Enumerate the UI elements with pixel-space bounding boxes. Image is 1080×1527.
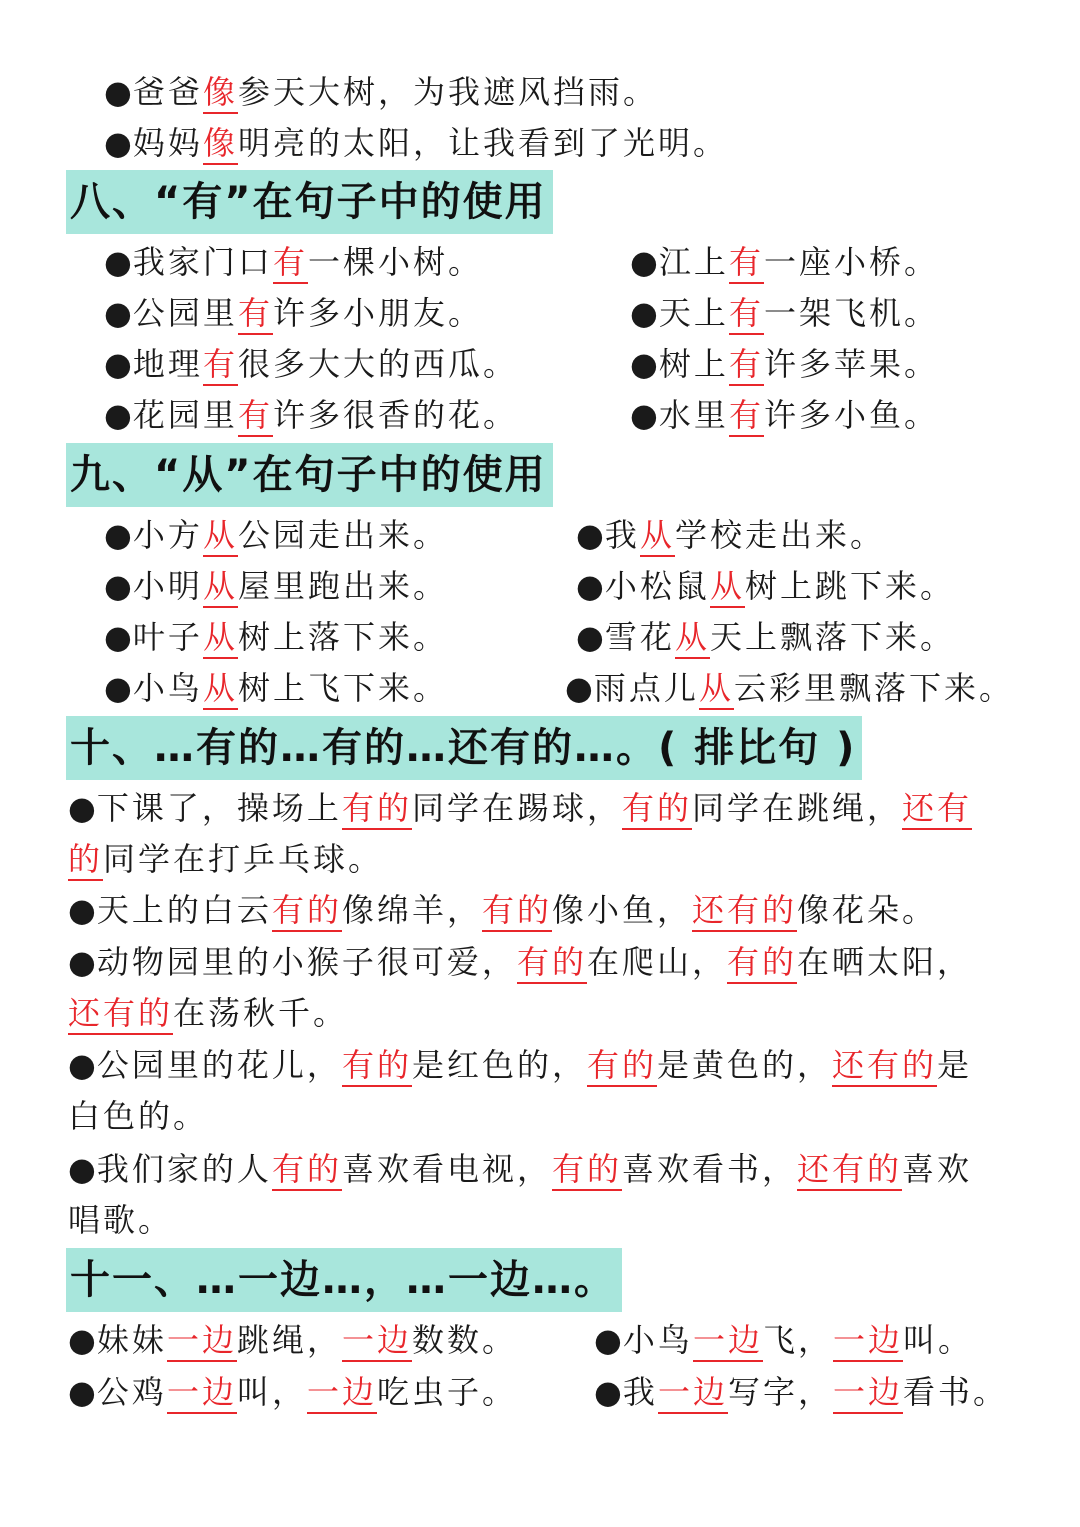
highlight-keyword: 从 — [640, 516, 675, 557]
highlight-keyword: 从 — [710, 567, 745, 608]
bullet-icon: ● — [630, 294, 658, 332]
section-11-heading: 十一、…一边…，…一边…。 — [66, 1248, 622, 1312]
bullet-icon: ● — [576, 567, 604, 605]
sentence-8-left-4: ●花园里有许多很香的花。 — [104, 393, 518, 437]
highlight-keyword: 从 — [203, 669, 238, 710]
sentence-9-right-4: ●雨点儿从云彩里飘落下来。 — [565, 666, 1014, 710]
bullet-icon: ● — [630, 396, 658, 434]
bullet-icon: ● — [104, 516, 132, 554]
sentence-7-1: ●爸爸像参天大树，为我遮风挡雨。 — [104, 70, 658, 114]
highlight-keyword: 有 — [238, 396, 273, 437]
highlight-keyword: 还有的 — [832, 1046, 937, 1087]
bullet-icon: ● — [104, 243, 132, 281]
bullet-icon: ● — [104, 567, 132, 605]
highlight-keyword: 还有的 — [692, 891, 797, 932]
highlight-keyword: 从 — [203, 516, 238, 557]
bullet-icon: ● — [594, 1373, 622, 1411]
highlight-keyword: 有 — [203, 345, 238, 386]
highlight-keyword: 有的 — [552, 1150, 622, 1191]
highlight-keyword: 有的 — [482, 891, 552, 932]
sentence-9-left-4: ●小鸟从树上飞下来。 — [104, 666, 448, 710]
highlight-keyword: 像 — [203, 73, 238, 114]
sentence-10-4-line-2: 白色的。 — [68, 1097, 209, 1135]
highlight-keyword: 像 — [203, 124, 238, 165]
bullet-icon: ● — [68, 1150, 96, 1188]
highlight-keyword: 有 — [729, 396, 764, 437]
highlight-keyword: 从 — [203, 618, 238, 659]
sentence-9-left-3: ●叶子从树上落下来。 — [104, 615, 448, 659]
sentence-8-right-3: ●树上有许多苹果。 — [630, 342, 939, 386]
sentence-10-1-line-2: 的同学在打乒乓球。 — [68, 837, 383, 881]
highlight-keyword: 一边 — [693, 1321, 763, 1362]
sentence-7-2: ●妈妈像明亮的太阳，让我看到了光明。 — [104, 121, 728, 165]
bullet-icon: ● — [68, 943, 96, 981]
bullet-icon: ● — [68, 789, 96, 827]
highlight-keyword: 有的 — [272, 1150, 342, 1191]
highlight-keyword: 一边 — [307, 1373, 377, 1414]
bullet-icon: ● — [576, 618, 604, 656]
bullet-icon: ● — [104, 618, 132, 656]
bullet-icon: ● — [565, 669, 593, 707]
bullet-icon: ● — [104, 124, 132, 162]
bullet-icon: ● — [630, 345, 658, 383]
highlight-keyword: 还有 — [902, 789, 972, 830]
sentence-8-right-4: ●水里有许多小鱼。 — [630, 393, 939, 437]
sentence-10-5-line-1: ●我们家的人有的喜欢看电视，有的喜欢看书，还有的喜欢 — [68, 1147, 972, 1191]
bullet-icon: ● — [104, 669, 132, 707]
highlight-keyword: 有 — [729, 345, 764, 386]
highlight-keyword: 有 — [273, 243, 308, 284]
highlight-keyword: 从 — [203, 567, 238, 608]
bullet-icon: ● — [594, 1321, 622, 1359]
sentence-11-right-1: ●小鸟一边飞，一边叫。 — [594, 1318, 973, 1362]
sentence-10-3-line-1: ●动物园里的小猴子很可爱，有的在爬山，有的在晒太阳， — [68, 940, 972, 984]
highlight-keyword: 有的 — [587, 1046, 657, 1087]
highlight-keyword: 有 — [238, 294, 273, 335]
highlight-keyword: 有 — [729, 294, 764, 335]
highlight-keyword: 还有的 — [68, 994, 173, 1035]
section-9-heading: 九、“从”在句子中的使用 — [66, 443, 553, 507]
sentence-9-left-2: ●小明从屋里跑出来。 — [104, 564, 448, 608]
sentence-11-left-2: ●公鸡一边叫，一边吃虫子。 — [68, 1370, 517, 1414]
highlight-keyword: 有的 — [727, 943, 797, 984]
highlight-keyword: 从 — [675, 618, 710, 659]
sentence-8-right-2: ●天上有一架飞机。 — [630, 291, 939, 335]
bullet-icon: ● — [68, 891, 96, 929]
sentence-10-1-line-1: ●下课了，操场上有的同学在踢球，有的同学在跳绳，还有 — [68, 786, 972, 830]
sentence-11-left-1: ●妹妹一边跳绳，一边数数。 — [68, 1318, 517, 1362]
sentence-9-right-3: ●雪花从天上飘落下来。 — [576, 615, 955, 659]
sentence-8-right-1: ●江上有一座小桥。 — [630, 240, 939, 284]
bullet-icon: ● — [104, 396, 132, 434]
sentence-11-right-2: ●我一边写字，一边看书。 — [594, 1370, 1008, 1414]
highlight-keyword: 还有的 — [797, 1150, 902, 1191]
sentence-10-5-line-2: 唱歌。 — [68, 1201, 174, 1239]
highlight-keyword: 有 — [729, 243, 764, 284]
sentence-8-left-1: ●我家门口有一棵小树。 — [104, 240, 483, 284]
highlight-keyword: 一边 — [833, 1321, 903, 1362]
sentence-9-left-1: ●小方从公园走出来。 — [104, 513, 448, 557]
section-8-heading: 八、“有”在句子中的使用 — [66, 170, 553, 234]
highlight-keyword: 一边 — [833, 1373, 903, 1414]
bullet-icon: ● — [104, 345, 132, 383]
highlight-keyword: 有的 — [272, 891, 342, 932]
bullet-icon: ● — [68, 1373, 96, 1411]
sentence-8-left-3: ●地理有很多大大的西瓜。 — [104, 342, 518, 386]
sentence-10-3-line-2: 还有的在荡秋千。 — [68, 991, 348, 1035]
bullet-icon: ● — [104, 294, 132, 332]
sentence-10-4-line-1: ●公园里的花儿，有的是红色的，有的是黄色的，还有的是 — [68, 1043, 972, 1087]
sentence-8-left-2: ●公园里有许多小朋友。 — [104, 291, 483, 335]
bullet-icon: ● — [630, 243, 658, 281]
bullet-icon: ● — [104, 73, 132, 111]
bullet-icon: ● — [576, 516, 604, 554]
bullet-icon: ● — [68, 1046, 96, 1084]
highlight-keyword: 一边 — [167, 1373, 237, 1414]
highlight-keyword: 的 — [68, 840, 103, 881]
sentence-9-right-1: ●我从学校走出来。 — [576, 513, 885, 557]
highlight-keyword: 有的 — [517, 943, 587, 984]
sentence-9-right-2: ●小松鼠从树上跳下来。 — [576, 564, 955, 608]
highlight-keyword: 从 — [699, 669, 734, 710]
sentence-10-2: ●天上的白云有的像绵羊，有的像小鱼，还有的像花朵。 — [68, 888, 937, 932]
highlight-keyword: 有的 — [342, 789, 412, 830]
highlight-keyword: 一边 — [658, 1373, 728, 1414]
bullet-icon: ● — [68, 1321, 96, 1359]
highlight-keyword: 有的 — [342, 1046, 412, 1087]
highlight-keyword: 一边 — [342, 1321, 412, 1362]
highlight-keyword: 有的 — [622, 789, 692, 830]
section-10-heading: 十、…有的…有的…还有的…。( 排比句 ) — [66, 716, 862, 780]
highlight-keyword: 一边 — [167, 1321, 237, 1362]
